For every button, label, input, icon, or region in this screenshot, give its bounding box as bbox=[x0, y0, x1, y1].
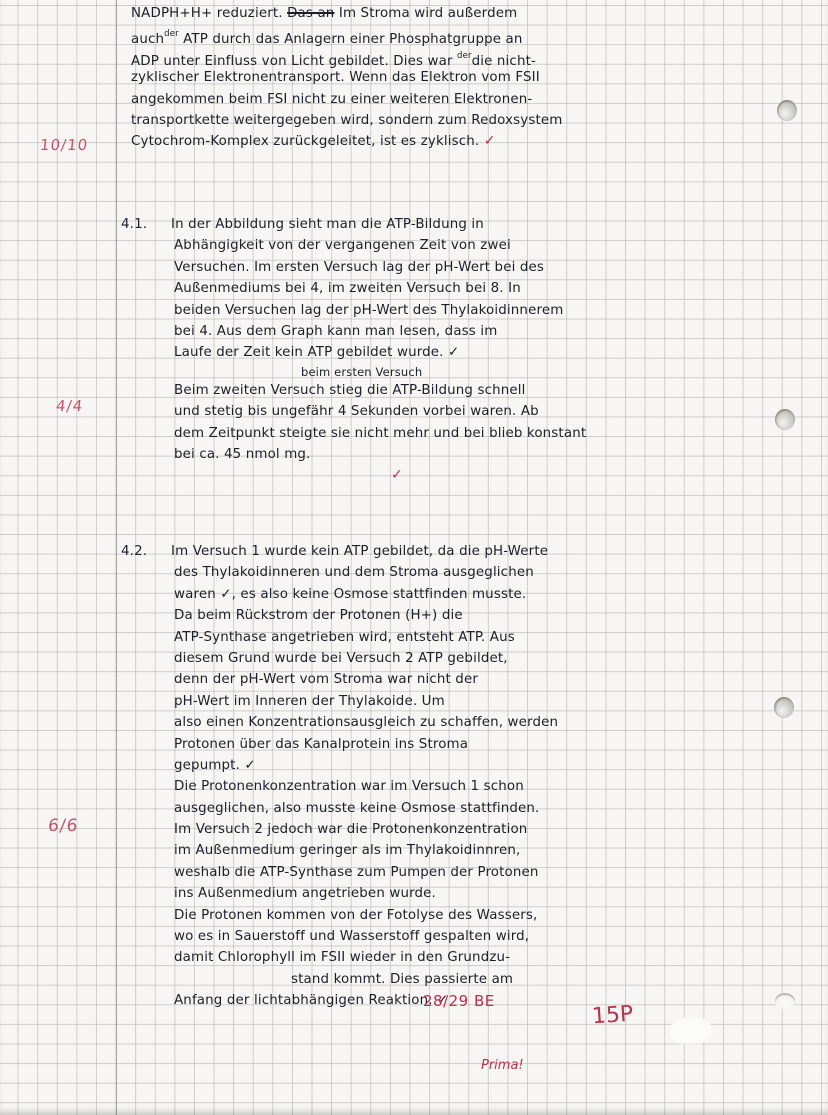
text-line: bei ca. 45 nmol mg. bbox=[174, 446, 311, 462]
text-line: transportkette weitergegeben wird, sondern zum Redoxsystem bbox=[131, 112, 563, 128]
text-line: zyklischer Elektronentransport. Wenn das Elektron vom FSII bbox=[131, 70, 540, 86]
text-line: beiden Versuchen lag der pH-Wert des Thylakoidinnerem bbox=[174, 302, 564, 318]
text-line: Cytochrom-Komplex zurückgeleitet, ist es zyklisch. ✓ bbox=[131, 133, 496, 150]
text-line: wo es in Sauerstoff und Wasserstoff gespalten wird, bbox=[174, 929, 530, 945]
text-line: des Thylakoidinneren und dem Stroma ausgeglichen bbox=[174, 565, 534, 581]
text-line: pH-Wert im Inneren der Thylakoide. Um bbox=[174, 693, 445, 709]
text-line: Beim zweiten Versuch stieg die ATP-Bildung schnell bbox=[174, 382, 526, 398]
text-line: 4.1. In der Abbildung sieht man die ATP-Bildung in bbox=[121, 214, 761, 235]
text-line: ins Außenmedium angetrieben wurde. bbox=[174, 886, 436, 902]
total-points: 28/29 BE bbox=[423, 992, 495, 1010]
text-line: Protonen über das Kanalprotein ins Stroma bbox=[174, 736, 469, 752]
text-line: Außenmediums bei 4, im zweiten Versuch bei 8. In bbox=[174, 281, 521, 297]
teacher-comment: Prima! bbox=[481, 1058, 524, 1073]
inserted-note: beim ersten Versuch bbox=[301, 364, 423, 379]
text-line: ATP-Synthase angetrieben wird, entsteht ATP. Aus bbox=[174, 629, 515, 645]
text-line: dem Zeitpunkt steigte sie nicht mehr und bei blieb konstant bbox=[174, 425, 587, 441]
text-line: gepumpt. ✓ bbox=[174, 757, 256, 773]
text-line: Da beim Rückstrom der Protonen (H+) die bbox=[174, 608, 463, 624]
text-line: also einen Konzentrationsausgleich zu schaffen, werden bbox=[174, 715, 559, 731]
text-line: waren ✓, es also keine Osmose stattfinden musste. bbox=[174, 586, 527, 602]
correction-fluid-blot bbox=[670, 1018, 712, 1044]
text-line: Im Versuch 2 jedoch war die Protonenkonzentration bbox=[174, 822, 528, 838]
text-line: diesem Grund wurde bei Versuch 2 ATP gebildet, bbox=[174, 650, 508, 666]
text-line: angekommen beim FSI nicht zu einer weiteren Elektronen- bbox=[131, 91, 533, 107]
margin-line bbox=[116, 0, 117, 1115]
text-line bbox=[121, 465, 761, 486]
text-line: Die Protonenkonzentration war im Versuch 1 schon bbox=[174, 779, 524, 795]
text-line: auch$^{der}$ ATP durch das Anlagern einer Phosphatgruppe an bbox=[131, 29, 523, 48]
text-line: und stetig bis ungefähr 4 Sekunden vorbei waren. Ab bbox=[174, 404, 539, 420]
text-line: ADP unter Einfluss von Licht gebildet. Dies war $^{der}$die nicht- bbox=[131, 50, 536, 69]
grade-points: 15P bbox=[591, 1001, 635, 1030]
score-4-1: 4/4 bbox=[55, 397, 85, 415]
text-line: 4.2. Im Versuch 1 wurde kein ATP gebildet, da die pH-Werte bbox=[121, 541, 761, 562]
text-line: Abhängigkeit von der vergangenen Zeit von zwei bbox=[174, 238, 511, 254]
answer-4-2 bbox=[121, 541, 761, 1012]
punch-hole-icon bbox=[775, 993, 795, 1009]
question-number: 4.1. bbox=[121, 217, 148, 232]
text-line: bei 4. Aus dem Graph kann man lesen, dass im bbox=[174, 323, 498, 339]
score-4-2: 6/6 bbox=[46, 816, 80, 836]
score-intro: 10/10 bbox=[39, 136, 90, 154]
text-line: NADPH+H+ reduziert. Das an Im Stroma wird außerdem bbox=[131, 6, 518, 21]
text-line: denn der pH-Wert vom Stroma war nicht der bbox=[174, 672, 478, 688]
checkmark-icon: ✓ bbox=[483, 133, 496, 150]
answer-4-1 bbox=[121, 214, 761, 487]
question-number: 4.2. bbox=[121, 544, 148, 559]
text-line: im Außenmedium geringer als im Thylakoidinnren, bbox=[174, 843, 521, 859]
punch-hole-icon bbox=[777, 100, 797, 121]
text-line: weshalb die ATP-Synthase zum Pumpen der Protonen bbox=[174, 864, 539, 880]
checkmark-icon: ✓ bbox=[391, 467, 403, 484]
text-line: damit Chlorophyll im FSII wieder in den Grundzu- bbox=[174, 950, 511, 966]
text-line: stand kommt. Dies passierte am bbox=[291, 971, 514, 987]
punch-hole-icon bbox=[775, 409, 795, 430]
text-line: Anfang der lichtabhängigen Reaktion. ✓ bbox=[174, 993, 449, 1009]
text-line: ausgeglichen, also musste keine Osmose stattfinden. bbox=[174, 800, 540, 816]
punch-hole-icon bbox=[774, 697, 794, 718]
text-line: Versuchen. Im ersten Versuch lag der pH-Wert bei des bbox=[174, 259, 545, 275]
intro-paragraph bbox=[121, 3, 761, 153]
text-line: Laufe der Zeit kein ATP gebildet wurde. ✓ bbox=[174, 345, 460, 361]
text-line: Die Protonen kommen von der Fotolyse des Wassers, bbox=[174, 907, 538, 923]
